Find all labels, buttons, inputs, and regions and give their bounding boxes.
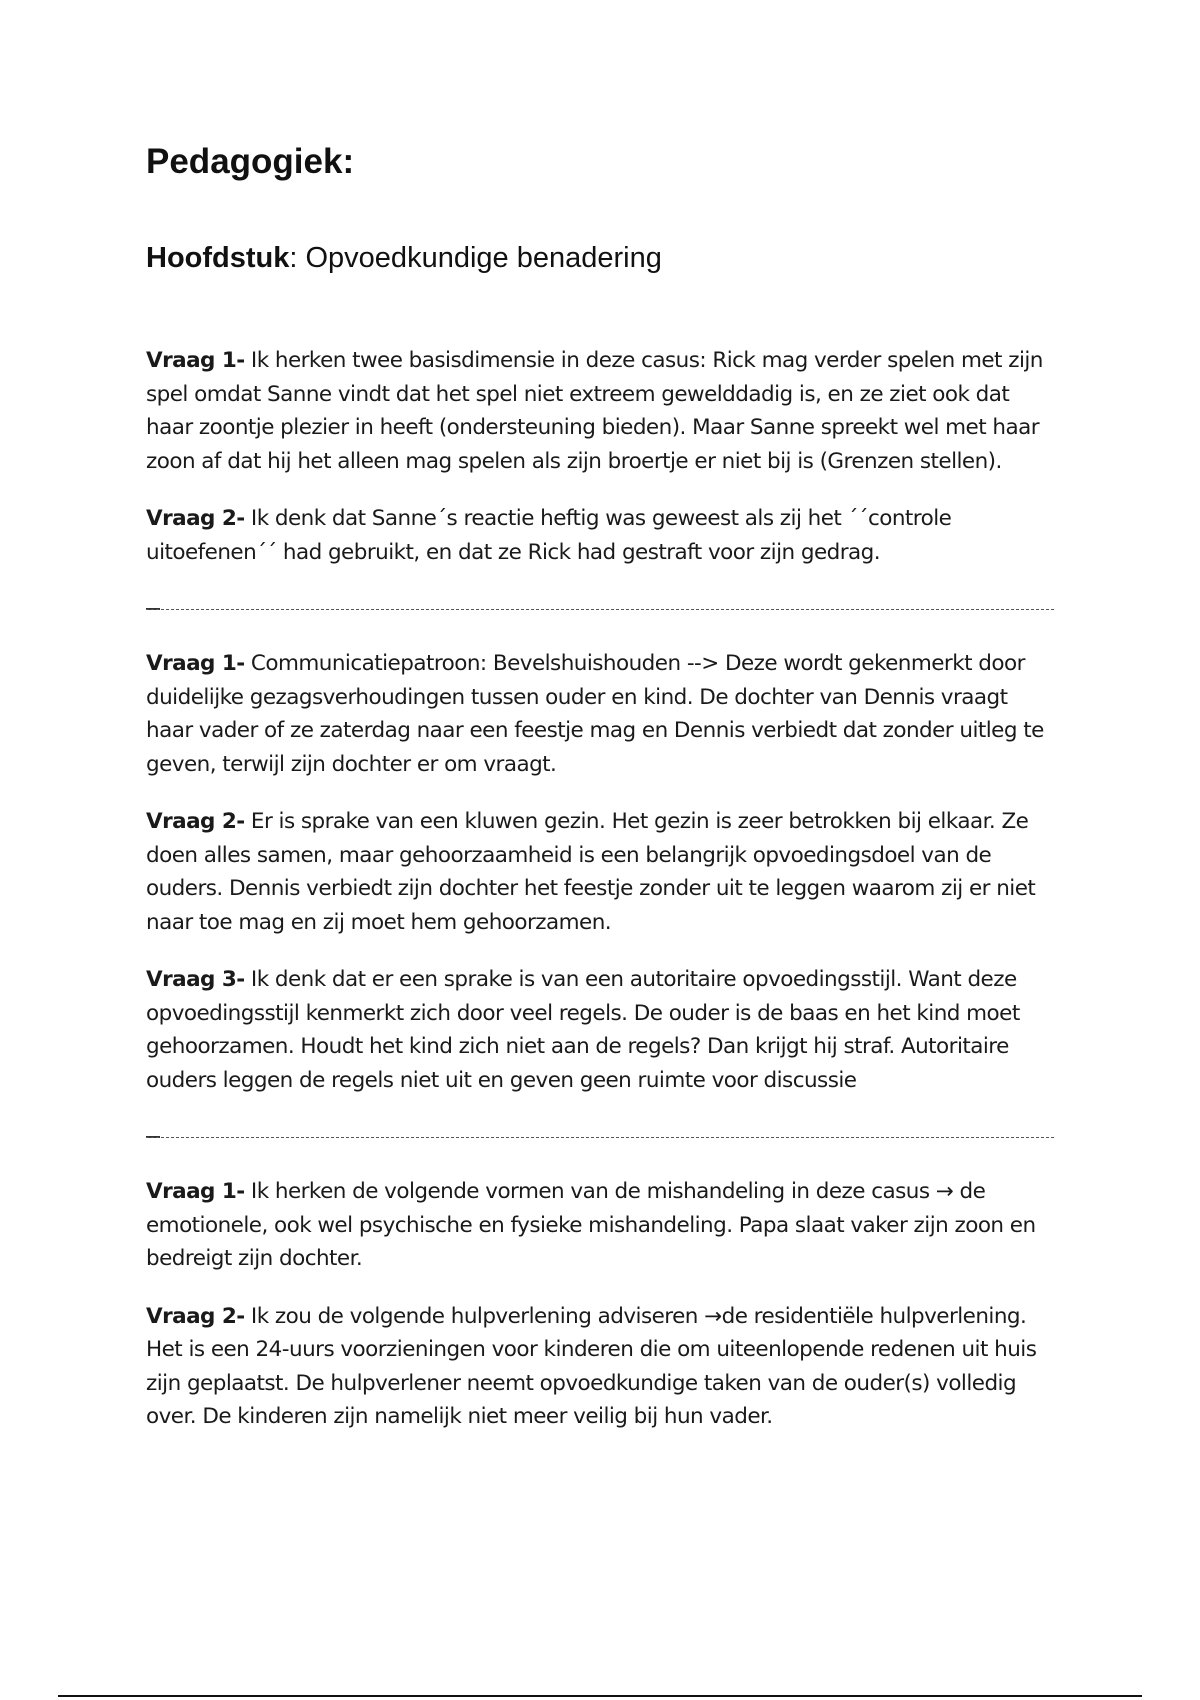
footer-rule [58,1695,1142,1697]
answer-text: Er is sprake van een kluwen gezin. Het gezin is zeer betrokken bij elkaar. Ze doen alles samen, maar gehoorzaamheid is een belangrijk opvoedingsdoel van de ouders. Dennis verbiedt zijn dochter het feestje zonder uit te leggen waarom zij er niet naar toe mag en zij moet hem gehoorzamen. [146,809,1036,935]
question-answer [146,647,1056,781]
question-label: Vraag 1- [146,348,245,373]
question-answer [146,502,1056,569]
question-answer [146,805,1056,939]
question-answer [146,1300,1056,1434]
answer-text: Ik herken twee basisdimensie in deze casus: Rick mag verder spelen met zijn spel omdat Sanne vindt dat het spel niet extreem gewelddadig is, en ze ziet ook dat haar zoontje plezier in heeft (ondersteuning bieden). Maar Sanne spreekt wel met haar zoon af dat hij het alleen mag spelen als zijn broertje er niet bij is (Grenzen stellen). [146,348,1043,474]
chapter-title: Opvoedkundige benadering [297,242,662,274]
divider-dashes [146,609,1054,610]
chapter-heading [146,240,662,276]
section-divider [146,1121,1056,1155]
section-3 [146,1175,1056,1434]
question-answer [146,963,1056,1097]
answer-text: Ik zou de volgende hulpverlening adviseren →de residentiële hulpverlening. Het is een 24-uurs voorzieningen voor kinderen die om uiteenlopende redenen uit huis zijn geplaatst. De hulpverlener neemt opvoedkundige taken van de ouder(s) volledig over. De kinderen zijn namelijk niet meer veilig bij hun vader. [146,1303,1037,1429]
answer-text: Ik denk dat er een sprake is van een autoritaire opvoedingsstijl. Want deze opvoedingsstijl kenmerkt zich door veel regels. De ouder is de baas en het kind moet gehoorzamen. Houdt het kind zich niet aan de regels? Dan krijgt hij straf. Autoritaire ouders leggen de regels niet uit en geven geen ruimte voor discussie [146,967,1020,1093]
chapter-label: Hoofdstuk [146,242,290,274]
answer-text: Ik denk dat Sanne´s reactie heftig was geweest als zij het ´´controle uitoefenen´´ had gebruikt, en dat ze Rick had gestraft voor zijn gedrag. [146,506,952,565]
answer-text: Communicatiepatroon: Bevelshuishouden --> Deze wordt gekenmerkt door duidelijke gezagsverhoudingen tussen ouder en kind. De dochter van Dennis vraagt haar vader of ze zaterdag naar een feestje mag en Dennis verbiedt dat zonder uitleg te geven, terwijl zijn dochter er om vraagt. [146,651,1044,777]
question-label: Vraag 2- [146,506,245,531]
question-label: Vraag 2- [146,809,245,834]
section-2 [146,647,1056,1097]
question-answer [146,1175,1056,1276]
question-label: Vraag 2- [146,1303,245,1329]
question-answer [146,344,1056,478]
question-label: Vraag 1- [146,1179,245,1204]
divider-dashes [146,1137,1054,1138]
section-1 [146,344,1056,569]
chapter-separator: : [289,242,298,274]
document-body [146,344,1056,1458]
answer-text: Ik herken de volgende vormen van de mishandeling in deze casus → de emotionele, ook wel psychische en fysieke mishandeling. Papa slaat vaker zijn zoon en bedreigt zijn dochter. [146,1179,1036,1271]
page-title: Pedagogiek: [146,142,355,181]
question-label: Vraag 1- [146,651,245,676]
section-divider [146,593,1056,627]
question-label: Vraag 3- [146,967,245,992]
